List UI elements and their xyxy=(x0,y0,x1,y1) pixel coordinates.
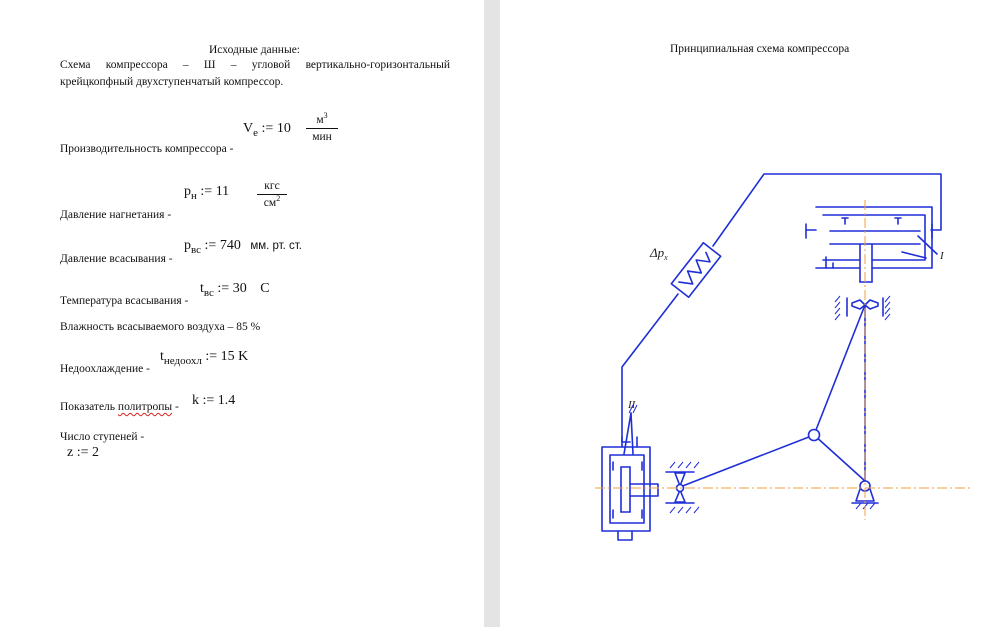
suction-temp-label: Температура всасывания - xyxy=(60,295,189,307)
heading: Исходные данные: xyxy=(209,44,300,56)
label-stage-2: I xyxy=(940,250,944,262)
suction-pressure-formula: $p_{вс}$ := 740 мм. рт. ст. xyxy=(184,238,302,256)
productivity-label: Производительность компрессора - xyxy=(60,143,234,155)
stages-label: Число ступеней - xyxy=(60,431,145,443)
right-page xyxy=(500,0,1000,627)
productivity-assign: := xyxy=(261,121,274,136)
left-page xyxy=(0,0,484,627)
productivity-value: 10 xyxy=(276,121,291,136)
stage1-cylinder xyxy=(602,413,658,540)
cooler xyxy=(671,243,720,298)
productivity-formula xyxy=(243,121,291,137)
stages-formula: z := 2 xyxy=(67,445,100,460)
suction-temp-formula: $t_{вс}$ := 30 C xyxy=(200,281,270,299)
compressor-diagram xyxy=(500,0,1000,627)
scheme-line-2: крейцкопфный двухступенчатый компрессор. xyxy=(60,76,284,88)
stage2-cylinder xyxy=(806,207,937,282)
subcooling-label: Недоохлаждение - xyxy=(60,363,150,375)
productivity-unit: $м^3$ мин xyxy=(306,114,338,143)
discharge-unit: кгс $см^2$ xyxy=(257,180,287,209)
crank-joint xyxy=(809,430,820,441)
crank xyxy=(814,435,865,481)
polytropic-formula: k := 1.4 xyxy=(192,393,236,408)
polytropic-label: Показатель политропы - xyxy=(60,401,179,413)
subcooling-formula: $t_{недоохл}$ := 15 K xyxy=(160,349,249,367)
humidity-text: Влажность всасываемого воздуха – 85 % xyxy=(60,321,261,333)
pipe-line-upper xyxy=(713,174,941,246)
discharge-formula: $p_н$ := 11 xyxy=(184,184,230,202)
diagram-title: Принципиальная схема компрессора xyxy=(670,43,850,55)
connecting-rod-lower xyxy=(680,435,814,487)
discharge-label: Давление нагнетания - xyxy=(60,209,172,221)
label-delta-p: $\Delta p_x$ xyxy=(650,245,668,262)
label-stage-1: II xyxy=(628,399,636,411)
scheme-line-1: Схема компрессора – Ш – угловой вертикально-горизонтальный xyxy=(60,59,450,71)
spellcheck-underline: политропы xyxy=(117,401,173,413)
productivity-var: V xyxy=(243,121,254,136)
connecting-rod-upper xyxy=(814,305,865,435)
page-gap xyxy=(484,0,500,627)
suction-pressure-label: Давление всасывания - xyxy=(60,253,173,265)
productivity-sub: e xyxy=(253,127,259,139)
